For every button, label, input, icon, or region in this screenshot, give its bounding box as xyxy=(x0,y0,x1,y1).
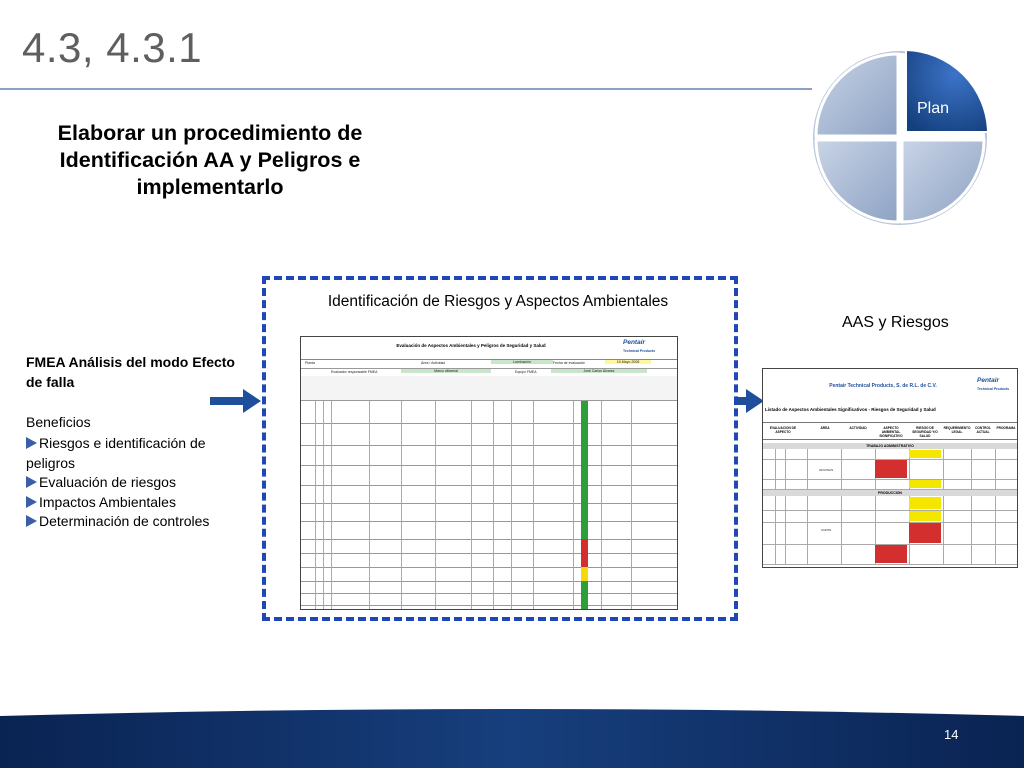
arrow-bullet-icon xyxy=(26,476,37,488)
table-row xyxy=(301,553,677,568)
risk-level-mark xyxy=(581,521,588,539)
table-row xyxy=(763,459,1017,480)
doc-title: Evaluación de Aspectos Ambientales y Peligros de Seguridad y Salud xyxy=(396,343,546,348)
table-row xyxy=(301,521,677,540)
table-row xyxy=(763,544,1017,565)
table-row xyxy=(763,522,1017,545)
risk-level-mark xyxy=(909,497,941,509)
risk-level-mark xyxy=(581,445,588,465)
section-band: PRODUCCION xyxy=(763,490,1017,496)
area-label: CORTE xyxy=(821,529,832,532)
benefit-item: Impactos Ambientales xyxy=(26,493,251,513)
table-row xyxy=(301,423,677,446)
table-row xyxy=(301,567,677,582)
right-arrow-icon xyxy=(243,389,261,413)
table-row xyxy=(301,401,677,424)
risk-level-mark xyxy=(909,523,941,543)
risk-level-mark xyxy=(875,545,907,563)
risk-level-mark xyxy=(581,593,588,605)
doc-company-title: Pentair Technical Products, S. de R.L. de C.V. xyxy=(829,383,937,389)
footer-band xyxy=(0,708,1024,768)
risk-level-mark xyxy=(581,485,588,503)
pentair-logo: Pentair xyxy=(977,377,1000,384)
risk-level-mark xyxy=(581,567,588,581)
slide-title: 4.3, 4.3.1 xyxy=(22,24,203,71)
arrow-bullet-icon xyxy=(26,515,37,527)
risk-level-mark xyxy=(909,450,941,458)
table-row xyxy=(301,605,677,610)
plan-cycle-graphic xyxy=(810,48,990,228)
benefit-item: Determinación de controles xyxy=(26,512,251,532)
doc-header xyxy=(301,337,677,360)
doc-evaluator-row: Evaluador responsable FMEA Marco villarreal Equipo FMEA José Carlos Álvarez xyxy=(301,368,677,377)
risk-level-mark xyxy=(581,581,588,593)
arrow-stem xyxy=(210,397,244,405)
title-divider xyxy=(0,88,812,90)
risk-level-mark xyxy=(581,401,588,423)
risk-level-mark xyxy=(581,539,588,553)
benefit-item: Evaluación de riesgos xyxy=(26,473,251,493)
risk-level-mark xyxy=(581,465,588,485)
table-row xyxy=(301,503,677,522)
table-row xyxy=(763,496,1017,511)
table-row xyxy=(301,485,677,504)
table-row xyxy=(301,445,677,466)
risk-level-mark xyxy=(581,553,588,567)
benefits-title: Beneficios xyxy=(26,414,91,430)
plan-quadrant xyxy=(906,50,988,132)
area-label: OFICINAS xyxy=(819,469,834,472)
pentair-logo-sub: Technical Products xyxy=(977,387,1010,391)
slide-heading: Elaborar un procedimiento de Identificación AA y Peligros e implementarlo xyxy=(57,121,363,199)
aas-risk-list-document xyxy=(762,368,1018,568)
arrow-bullet-icon xyxy=(26,496,37,508)
fmea-title: FMEA Análisis del modo Efecto de falla xyxy=(26,354,235,390)
risk-level-mark xyxy=(581,423,588,445)
risk-level-mark xyxy=(909,511,941,521)
doc-header-row: EVALUACION DE ASPECTO ÁREA ACTIVIDAD ASPECTO AMBIENTAL SIGNIFICATIVO RIESGO DE SEGURIDAD Y/O SALUD REQUERIMIENTO LEGAL CONTROL ACTUAL PROGRAMA xyxy=(763,422,1017,440)
doc-column-headers xyxy=(301,376,677,401)
plan-label: Plan xyxy=(917,100,950,117)
benefits-list xyxy=(26,434,251,532)
arrow-bullet-icon xyxy=(26,437,37,449)
table-row xyxy=(763,479,1017,490)
risk-level-mark xyxy=(875,460,907,478)
risk-level-mark xyxy=(909,480,941,488)
section-band: TRABAJO ADMINISTRATIVO xyxy=(763,443,1017,449)
page-number: 14 xyxy=(944,727,959,742)
table-row xyxy=(301,539,677,554)
risk-level-mark xyxy=(581,503,588,521)
aas-caption: AAS y Riesgos xyxy=(842,314,949,331)
pentair-logo-sub: Technical Products xyxy=(623,349,656,353)
pentair-logo: Pentair xyxy=(623,339,646,346)
benefit-item: Riesgos e identificación de peligros xyxy=(26,435,206,471)
risk-level-mark xyxy=(581,605,588,610)
fmea-evaluation-document xyxy=(300,336,678,610)
risk-identification-caption: Identificación de Riesgos y Aspectos Ambientales xyxy=(327,293,669,310)
doc-list-subtitle: Listado de Aspectos Ambientales Significativos - Riesgos de Seguridad y Salud xyxy=(765,407,936,412)
doc-info-row: Planta Área / Actividad Laminación Fecha de evaluación 19-Mayo-2008 xyxy=(301,359,677,369)
table-row xyxy=(301,465,677,486)
